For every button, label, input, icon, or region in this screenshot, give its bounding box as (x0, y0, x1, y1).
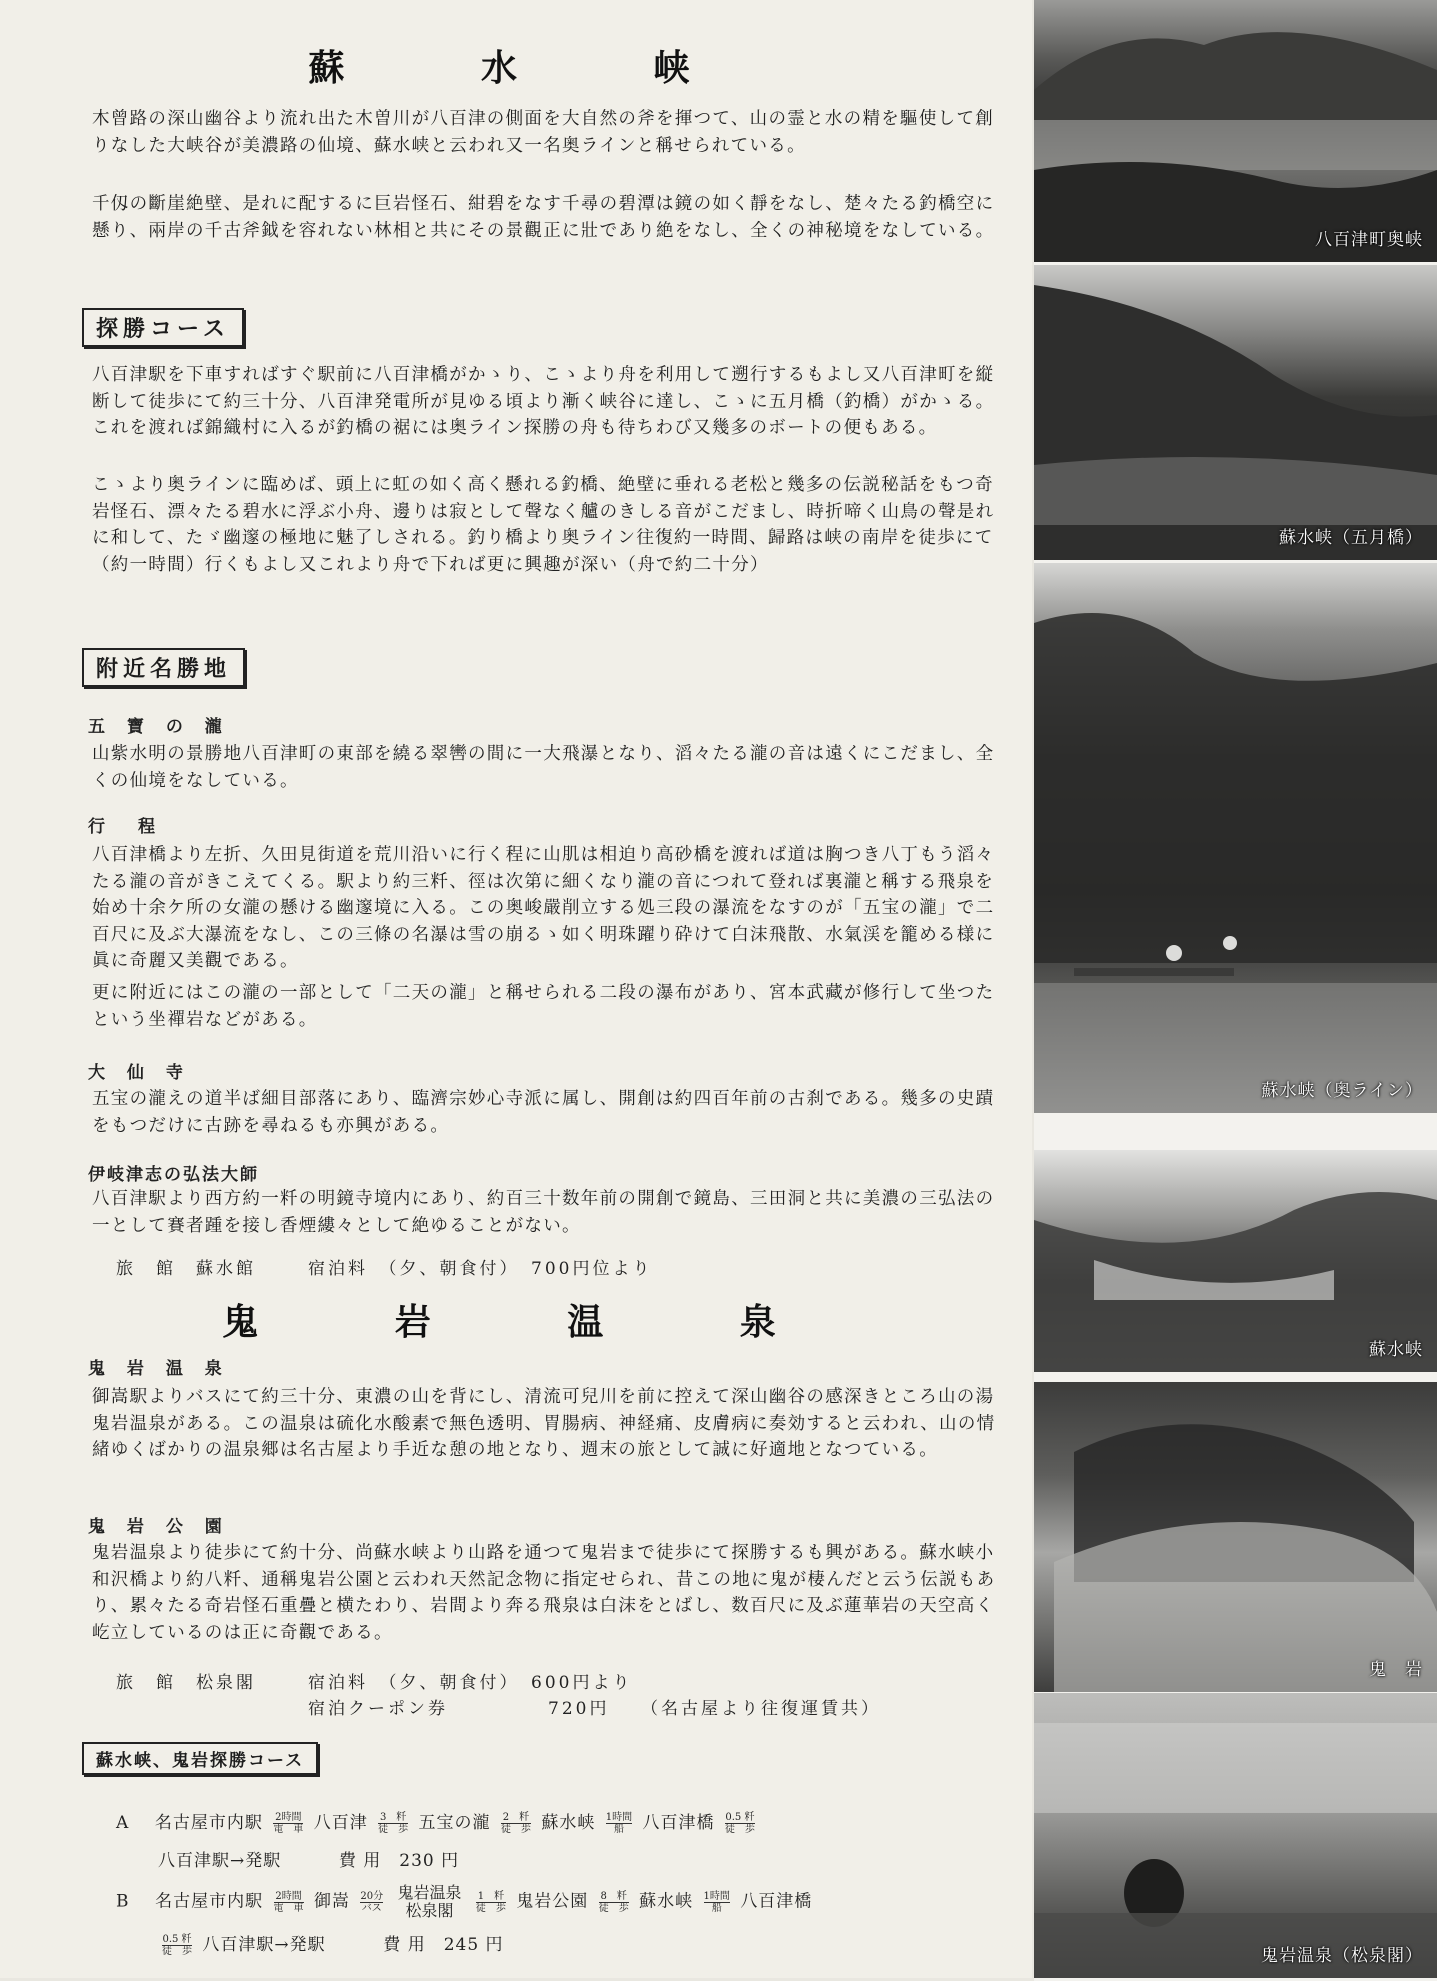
onioiwa-spa-text: 御嵩駅よりバスにて約三十分、東濃の山を背にし、清流可兒川を前に控えて深山幽谷の感深きところ山の湯鬼岩温泉がある。この温泉は硫化水酸素で無色透明、胃腸病、神経痛、皮膚病に奏効すると云われ、山の情緒ゆくばかりの温泉郷は名古屋より手近な憩の地となり、週末の旅として誠に好適地となつている。 (92, 1387, 996, 1460)
shosenkaku-inn-fee-2: 宿泊クーポン券 720円 （名古屋より往復運賃共） (308, 1699, 881, 1719)
nearby-heading: 附近名勝地 (82, 648, 245, 687)
photo-gogatsu-bridge-image (1034, 265, 1437, 560)
photo-caption-4: 蘇水峡 (1369, 1340, 1423, 1360)
photo-caption-1: 八百津町奥峡 (1315, 230, 1423, 250)
gohou-falls-text: 山紫水明の景勝地八百津町の東部を繞る翠轡の間に一大飛瀑となり、滔々たる瀧の音は遠くにこだまし、全くの仙境をなしている。 (92, 744, 995, 791)
route-a-stop-3: 五宝の瀧 (418, 1813, 491, 1833)
route-b-cost: 費 用 245 円 (383, 1935, 504, 1955)
route-b-leg-5: 1時間 船 (703, 1890, 730, 1914)
route-a (116, 1808, 759, 1835)
route-a-stop-5: 八百津橋 (642, 1813, 715, 1833)
route-b (116, 1884, 812, 1920)
route-a-stop-1: 名古屋市内駅 (154, 1813, 263, 1833)
photo-column (1034, 0, 1437, 1978)
photo-yaotsu-gorge-image (1034, 0, 1437, 262)
sosuikyo-intro-paragraph-1: 木曾路の深山幽谷より流れ出た木曽川が八百津の側面を大自然の斧を揮つて、山の霊と水の精を驅使して創りなした大峡谷が美濃路の仙境、蘇水峡と云われ又一名奥ラインと稱せられている。 (92, 109, 995, 156)
itinerary-text-1: 八百津橋より左折、久田見街道を荒川沿いに行く程に山肌は相迫り高砂橋を渡れば道は胸つき八丁もう滔々たる瀧の音がきこえてくる。駅より約三粁、徑は次第に細くなり瀧の音につれて登れば裏瀧と稱する飛泉を始め十余ケ所の女瀧の懸ける幽邃境に入る。この奥峻嚴削立する処三段の瀑流をなすのが「五宝の瀧」で二百尺に及ぶ大瀑流をなし、この三條の名瀑は雪の崩るゝ如く明珠躍り砕けて白沫飛散、水氣渓を籠める様に眞に奇麗又美觀である。 (92, 845, 995, 971)
photo-caption-5: 鬼 岩 (1369, 1660, 1423, 1680)
route-a-leg-3: 2 粁 徒 歩 (500, 1812, 531, 1835)
route-a-leg-4: 1時間 船 (605, 1812, 633, 1835)
course-heading: 探勝コース (82, 308, 244, 347)
photo-onioiwa-onsen-image (1034, 1693, 1437, 1978)
itinerary-text-2: 更に附近にはこの瀧の一部として「二天の瀧」と稱せられる二段の瀑布があり、宮本武藏が修行して坐つたという坐禪岩などがある。 (92, 983, 995, 1030)
photo-caption-2: 蘇水峡（五月橋） (1279, 528, 1423, 548)
route-a-leg-5: 0.5 粁 徒 歩 (724, 1812, 755, 1835)
route-a-label: A (116, 1813, 130, 1833)
route-a-cost: 費 用 230 円 (338, 1851, 460, 1871)
route-a-leg-2: 3 粁 徒 歩 (378, 1812, 409, 1835)
daisenji-title: 大 仙 寺 (88, 1063, 191, 1083)
route-a-end (158, 1846, 459, 1871)
route-b-leg-6: 0.5 粁 徒 歩 (162, 1934, 192, 1957)
route-b-stop-4: 鬼岩公園 (516, 1891, 589, 1912)
photo-oku-line (1034, 563, 1437, 1116)
kobo-daishi-title: 伊岐津志の弘法大師 (88, 1165, 259, 1185)
route-b-leg-4: 8 粁 徒 歩 (598, 1890, 629, 1914)
photo-onioiwa (1034, 1382, 1437, 1695)
photo-oku-line-image (1034, 563, 1437, 1113)
route-b-stop-5: 蘇水峡 (639, 1891, 694, 1912)
route-b-leg-2: 20分 バス (360, 1890, 384, 1914)
sosuikyo-intro-paragraph-2: 千仭の斷崖絶壁、是れに配するに巨岩怪石、紺碧をなす千尋の碧潭は鏡の如く靜をなし、楚々たる釣橋空に懸り、兩岸の千古斧鉞を容れない林相と共にその景觀正に壯であり絶をなし、全くの神秘境をなしている。 (92, 194, 995, 241)
route-a-stop-4: 蘇水峡 (541, 1813, 596, 1833)
route-a-stop-6: 八百津駅→発駅 (158, 1851, 282, 1871)
shosenkaku-inn-label: 旅 館 松泉閣 (116, 1673, 256, 1693)
onioiwa-onsen-title: 鬼 岩 温 泉 (222, 1302, 838, 1343)
route-b-label: B (116, 1891, 130, 1912)
route-b-leg-1: 2時間 電 車 (273, 1890, 304, 1914)
sosuikyo-title: 蘇 水 峡 (308, 48, 752, 89)
routes-heading: 蘇水峡、鬼岩探勝コース (82, 1742, 318, 1775)
photo-gogatsu-bridge (1034, 265, 1437, 563)
photo-yaotsu-gorge (1034, 0, 1437, 265)
onioiwa-spa-title: 鬼 岩 温 泉 (88, 1359, 230, 1379)
gohou-falls-title: 五 寶 の 瀧 (88, 717, 230, 737)
route-b-leg-3: 1 粁 徒 歩 (475, 1890, 506, 1914)
photo-sosuikyo (1034, 1150, 1437, 1375)
onioiwa-park-title: 鬼 岩 公 園 (88, 1517, 230, 1537)
route-b-end (158, 1930, 504, 1957)
route-b-stop-1: 名古屋市内駅 (155, 1891, 264, 1912)
course-paragraph-2: こゝより奥ラインに臨めば、頭上に虹の如く高く懸れる釣橋、絶壁に垂れる老松と幾多の伝説秘話をもつ奇岩怪石、漂々たる碧水に浮ぶ小舟、邊りは寂として聲なく艫のきしる音がこだまし、時折啼く山鳥の聲是れに和して、たゞ幽邃の極地に魅了しされる。釣り橋より奥ライン往復約一時間、歸路は峡の南岸を徒歩にて（約一時間）行くもよし又これより舟で下れば更に興趣が深い（舟で約二十分） (92, 475, 995, 575)
route-b-stop-2: 御嵩 (313, 1891, 350, 1912)
photo-caption-3: 蘇水峡（奥ライン） (1261, 1081, 1423, 1101)
itinerary-title: 行 程 (88, 817, 163, 837)
photo-caption-6: 鬼岩温泉（松泉閣） (1261, 1946, 1423, 1966)
daisenji-text: 五宝の瀧えの道半ば細目部落にあり、臨濟宗妙心寺派に属し、開創は約四百年前の古刹である。幾多の史蹟をもつだけに古跡を尋ねるも亦興がある。 (92, 1089, 995, 1136)
course-paragraph-1: 八百津駅を下車すればすぐ駅前に八百津橋がかゝり、こゝより舟を利用して遡行するもよし又八百津町を縦断して徒歩にて約三十分、八百津発電所が見ゆる頃より漸く峡谷に達し、こゝに五月橋（釣橋）がかゝる。これを渡れば錦織村に入るが釣橋の裾には奥ライン探勝の舟も待ちわび又幾多のボートの便もある。 (92, 365, 995, 438)
sosuikan-inn-label: 旅 館 蘇水館 (116, 1259, 256, 1279)
route-b-stop-3: 鬼岩温泉 松泉閣 (397, 1883, 462, 1920)
route-a-leg-1: 2時間 電 車 (273, 1812, 304, 1835)
kobo-daishi-text: 八百津駅より西方約一粁の明鏡寺境内にあり、約百三十数年前の開創で鏡島、三田洞と共に美濃の三弘法の一として賽者踵を接し香煙縷々として絶ゆることがない。 (92, 1189, 995, 1236)
photo-onioiwa-onsen (1034, 1693, 1437, 1981)
sosuikan-inn-fee: 宿泊料 （夕、朝食付） 700円位より (308, 1259, 653, 1279)
route-b-stop-7: 八百津駅→発駅 (202, 1935, 326, 1955)
route-b-stop-6: 八百津橋 (740, 1891, 813, 1912)
photo-onioiwa-image (1034, 1382, 1437, 1692)
shosenkaku-inn-fee-1: 宿泊料 （夕、朝食付） 600円より (308, 1673, 633, 1693)
onioiwa-park-text: 鬼岩温泉より徒歩にて約十分、尚蘇水峡より山路を通つて鬼岩まで徒歩にて探勝するも興がある。蘇水峡小和沢橋より約八粁、通稱鬼岩公園と云われ天然記念物に指定せられ、昔この地に鬼が棲んだと云う伝説もあり、累々たる奇岩怪石重疊と横たわり、岩間より奔る飛泉は白沫をとばし、数百尺に及ぶ蓮華岩の天空高く屹立しているのは正に奇觀である。 (92, 1543, 996, 1643)
route-a-stop-2: 八百津 (313, 1813, 368, 1833)
